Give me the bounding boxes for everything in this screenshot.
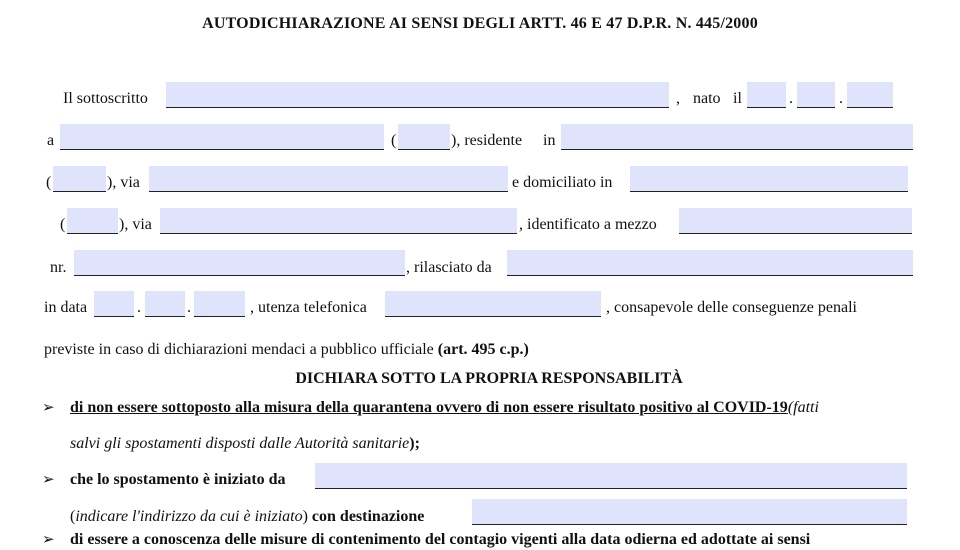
heading-dichiara: DICHIARA SOTTO LA PROPRIA RESPONSABILITÀ (295, 370, 683, 387)
label-in: in (543, 132, 556, 149)
domicile-street-field[interactable] (160, 208, 517, 234)
start-address-field[interactable] (315, 463, 907, 489)
domicile-city-field[interactable] (630, 166, 908, 192)
birthplace-field[interactable] (60, 124, 384, 150)
label-nato: nato (693, 90, 721, 107)
quarantena-text: di non essere sottoposto alla misura della quarantena ovvero di non essere risultato positivo al COVID-19 (70, 399, 788, 416)
name-field[interactable] (166, 82, 669, 108)
hint-text: indicare l'indirizzo da cui è iniziato (75, 508, 303, 525)
birth-month-field[interactable] (797, 82, 835, 108)
domicile-province-field[interactable] (67, 208, 118, 234)
label-telefonica: , utenza telefonica (250, 299, 367, 316)
label-destinazione: con destinazione (311, 508, 425, 525)
dot: . (839, 90, 843, 107)
issue-month-field[interactable] (145, 291, 185, 317)
label-previste (44, 340, 529, 360)
label-domiciliato: e domiciliato in (512, 174, 613, 191)
paren-open: ( (391, 132, 397, 149)
residence-province-field[interactable] (53, 166, 106, 192)
label-il: il (733, 90, 742, 107)
dot: . (187, 299, 191, 316)
label-rilasciato: , rilasciato da (406, 259, 492, 276)
label-a: a (47, 132, 55, 149)
bullet-arrow-icon: ➢ (42, 472, 55, 488)
issue-day-field[interactable] (94, 291, 134, 317)
paren-open: ( (46, 174, 52, 191)
end-text: ); (409, 435, 420, 452)
destination-field[interactable] (472, 499, 907, 525)
label-nr: nr. (50, 259, 67, 276)
salvi-text: salvi gli spostamenti disposti dalle Autorità sanitarie (70, 435, 410, 452)
fatti-text: (fatti (787, 399, 819, 416)
hint-line (70, 507, 424, 527)
issue-year-field[interactable] (194, 291, 245, 317)
label-sottoscritto: Il sottoscritto (63, 90, 148, 107)
dot: . (137, 299, 141, 316)
paren-open: ( (70, 508, 76, 525)
comma: , (676, 90, 680, 107)
article-ref: (art. 495 c.p.) (437, 341, 529, 358)
label-data: in data (44, 299, 88, 316)
paren-open: ( (60, 216, 66, 233)
birth-day-field[interactable] (747, 82, 786, 108)
label-via: ), via (119, 216, 152, 233)
bullet-quarantena (70, 398, 819, 418)
label-identificato: , identificato a mezzo (519, 216, 657, 233)
phone-field[interactable] (385, 291, 601, 317)
bullet-arrow-icon: ➢ (42, 532, 55, 548)
issued-by-field[interactable] (507, 250, 913, 276)
label-spostamento: che lo spostamento è iniziato da (70, 471, 286, 488)
residence-street-field[interactable] (149, 166, 508, 192)
dot: . (789, 90, 793, 107)
bullet-conoscenza: di essere a conoscenza delle misure di contenimento del contagio vigenti alla data odierna ed adottate ai sensi (70, 531, 811, 548)
bullet-arrow-icon: ➢ (42, 400, 55, 416)
document-number-field[interactable] (74, 250, 405, 276)
label-residente: ), residente (451, 132, 523, 149)
label-consapevole: , consapevole delle conseguenze penali (606, 299, 857, 316)
previste-text: previste in caso di dichiarazioni mendaci a pubblico ufficiale (44, 341, 434, 358)
birth-year-field[interactable] (847, 82, 893, 108)
document-title: AUTODICHIARAZIONE AI SENSI DEGLI ARTT. 46 E 47 D.P.R. N. 445/2000 (202, 15, 758, 32)
residence-city-field[interactable] (561, 124, 913, 150)
id-document-field[interactable] (679, 208, 912, 234)
paren-close: ) (302, 508, 308, 525)
bullet-quarantena-line2 (70, 434, 420, 454)
label-via: ), via (107, 174, 140, 191)
birth-province-field[interactable] (398, 124, 450, 150)
